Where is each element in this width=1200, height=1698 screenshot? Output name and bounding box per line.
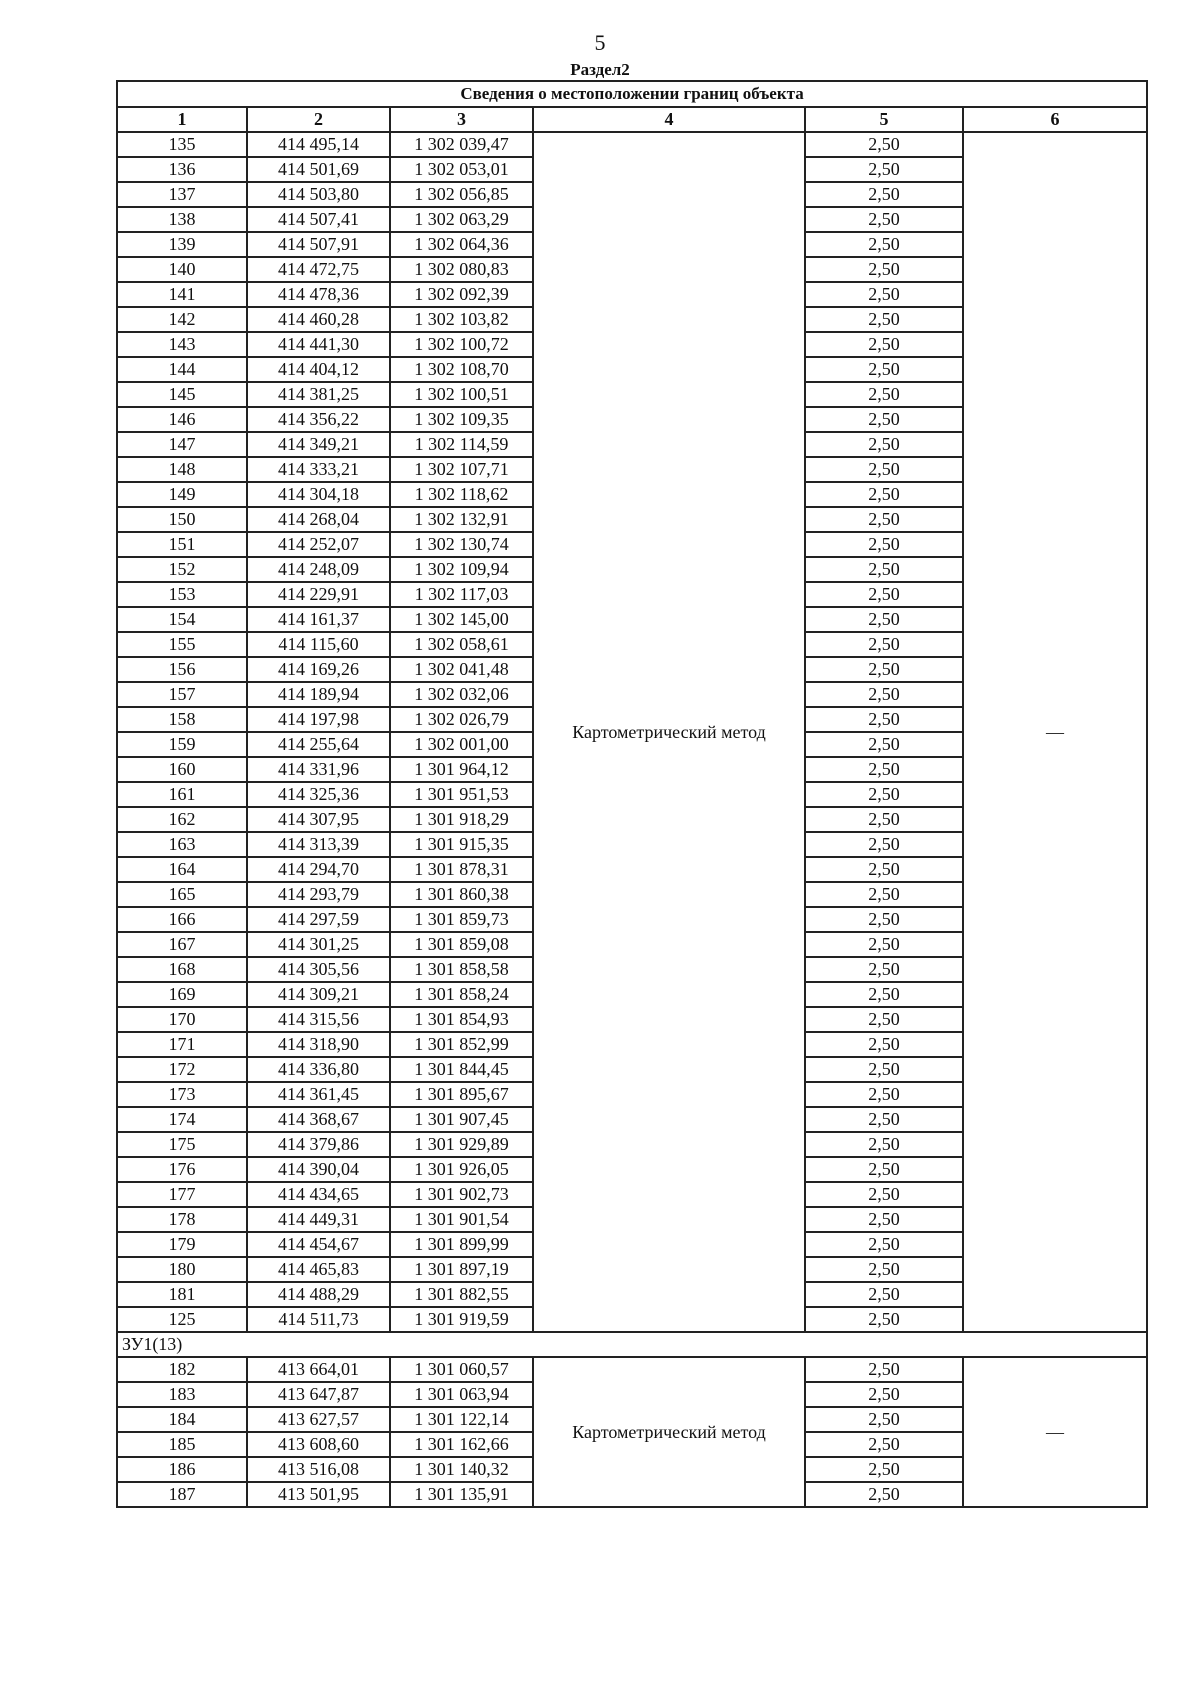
point-number: 163 xyxy=(117,832,247,857)
coordinate-y: 1 302 109,35 xyxy=(390,407,533,432)
point-number: 181 xyxy=(117,1282,247,1307)
point-number: 159 xyxy=(117,732,247,757)
point-number: 171 xyxy=(117,1032,247,1057)
coordinate-y: 1 302 114,59 xyxy=(390,432,533,457)
point-number: 169 xyxy=(117,982,247,1007)
coordinate-x: 414 465,83 xyxy=(247,1257,390,1282)
point-number: 140 xyxy=(117,257,247,282)
accuracy-value: 2,50 xyxy=(805,1107,963,1132)
point-number: 154 xyxy=(117,607,247,632)
coordinate-y: 1 302 032,06 xyxy=(390,682,533,707)
coordinate-y: 1 302 080,83 xyxy=(390,257,533,282)
accuracy-value: 2,50 xyxy=(805,457,963,482)
coordinate-x: 414 301,25 xyxy=(247,932,390,957)
point-number: 141 xyxy=(117,282,247,307)
accuracy-value: 2,50 xyxy=(805,1182,963,1207)
coordinate-x: 414 307,95 xyxy=(247,807,390,832)
accuracy-value: 2,50 xyxy=(805,1407,963,1432)
accuracy-value: 2,50 xyxy=(805,1282,963,1307)
accuracy-value: 2,50 xyxy=(805,282,963,307)
point-number: 157 xyxy=(117,682,247,707)
accuracy-value: 2,50 xyxy=(805,807,963,832)
table-caption: Сведения о местоположении границ объекта xyxy=(117,81,1147,107)
coordinate-x: 414 381,25 xyxy=(247,382,390,407)
coordinate-y: 1 301 135,91 xyxy=(390,1482,533,1507)
point-number: 185 xyxy=(117,1432,247,1457)
column6-cell: — xyxy=(963,1357,1147,1507)
accuracy-value: 2,50 xyxy=(805,1232,963,1257)
section-title: Раздел2 xyxy=(570,60,630,79)
accuracy-value: 2,50 xyxy=(805,1032,963,1057)
coordinate-y: 1 301 859,08 xyxy=(390,932,533,957)
coordinate-x: 414 115,60 xyxy=(247,632,390,657)
coordinate-y: 1 302 039,47 xyxy=(390,132,533,157)
accuracy-value: 2,50 xyxy=(805,1357,963,1382)
coordinate-y: 1 301 926,05 xyxy=(390,1157,533,1182)
coordinate-x: 414 511,73 xyxy=(247,1307,390,1332)
accuracy-value: 2,50 xyxy=(805,307,963,332)
point-number: 179 xyxy=(117,1232,247,1257)
point-number: 151 xyxy=(117,532,247,557)
accuracy-value: 2,50 xyxy=(805,132,963,157)
point-number: 187 xyxy=(117,1482,247,1507)
coordinate-x: 414 472,75 xyxy=(247,257,390,282)
point-number: 136 xyxy=(117,157,247,182)
point-number: 186 xyxy=(117,1457,247,1482)
coordinate-x: 414 333,21 xyxy=(247,457,390,482)
point-number: 142 xyxy=(117,307,247,332)
coordinate-x: 414 404,12 xyxy=(247,357,390,382)
coordinate-x: 414 336,80 xyxy=(247,1057,390,1082)
accuracy-value: 2,50 xyxy=(805,1057,963,1082)
column-header: 6 xyxy=(963,107,1147,132)
point-number: 125 xyxy=(117,1307,247,1332)
coordinate-y: 1 302 100,72 xyxy=(390,332,533,357)
accuracy-value: 2,50 xyxy=(805,582,963,607)
coordinate-x: 414 325,36 xyxy=(247,782,390,807)
coordinate-x: 414 297,59 xyxy=(247,907,390,932)
coordinate-y: 1 301 854,93 xyxy=(390,1007,533,1032)
point-number: 156 xyxy=(117,657,247,682)
coordinate-x: 414 507,91 xyxy=(247,232,390,257)
point-number: 135 xyxy=(117,132,247,157)
point-number: 161 xyxy=(117,782,247,807)
accuracy-value: 2,50 xyxy=(805,382,963,407)
coordinate-y: 1 302 145,00 xyxy=(390,607,533,632)
point-number: 144 xyxy=(117,357,247,382)
accuracy-value: 2,50 xyxy=(805,1082,963,1107)
point-number: 143 xyxy=(117,332,247,357)
coordinate-y: 1 301 919,59 xyxy=(390,1307,533,1332)
point-number: 158 xyxy=(117,707,247,732)
point-number: 152 xyxy=(117,557,247,582)
coordinate-y: 1 301 918,29 xyxy=(390,807,533,832)
coordinate-x: 414 488,29 xyxy=(247,1282,390,1307)
coordinate-y: 1 302 103,82 xyxy=(390,307,533,332)
point-number: 164 xyxy=(117,857,247,882)
accuracy-value: 2,50 xyxy=(805,1307,963,1332)
accuracy-value: 2,50 xyxy=(805,782,963,807)
point-number: 170 xyxy=(117,1007,247,1032)
accuracy-value: 2,50 xyxy=(805,1382,963,1407)
coordinate-x: 413 627,57 xyxy=(247,1407,390,1432)
coordinate-y: 1 301 882,55 xyxy=(390,1282,533,1307)
coordinate-x: 414 460,28 xyxy=(247,307,390,332)
coordinate-x: 414 441,30 xyxy=(247,332,390,357)
accuracy-value: 2,50 xyxy=(805,1157,963,1182)
accuracy-value: 2,50 xyxy=(805,757,963,782)
point-number: 153 xyxy=(117,582,247,607)
coordinate-x: 414 318,90 xyxy=(247,1032,390,1057)
point-number: 172 xyxy=(117,1057,247,1082)
coordinate-y: 1 301 897,19 xyxy=(390,1257,533,1282)
accuracy-value: 2,50 xyxy=(805,957,963,982)
coordinate-x: 413 608,60 xyxy=(247,1432,390,1457)
column6-cell: — xyxy=(963,132,1147,1332)
coordinate-x: 414 449,31 xyxy=(247,1207,390,1232)
coordinate-x: 414 294,70 xyxy=(247,857,390,882)
coordinate-x: 413 501,95 xyxy=(247,1482,390,1507)
coordinate-y: 1 302 118,62 xyxy=(390,482,533,507)
point-number: 147 xyxy=(117,432,247,457)
coordinate-y: 1 301 859,73 xyxy=(390,907,533,932)
coordinate-y: 1 301 929,89 xyxy=(390,1132,533,1157)
coordinate-x: 414 161,37 xyxy=(247,607,390,632)
point-number: 166 xyxy=(117,907,247,932)
coordinate-y: 1 302 132,91 xyxy=(390,507,533,532)
point-number: 160 xyxy=(117,757,247,782)
accuracy-value: 2,50 xyxy=(805,332,963,357)
point-number: 139 xyxy=(117,232,247,257)
accuracy-value: 2,50 xyxy=(805,407,963,432)
coordinate-y: 1 301 915,35 xyxy=(390,832,533,857)
accuracy-value: 2,50 xyxy=(805,1257,963,1282)
accuracy-value: 2,50 xyxy=(805,507,963,532)
point-number: 173 xyxy=(117,1082,247,1107)
accuracy-value: 2,50 xyxy=(805,1132,963,1157)
coordinate-y: 1 301 902,73 xyxy=(390,1182,533,1207)
coordinate-x: 414 293,79 xyxy=(247,882,390,907)
accuracy-value: 2,50 xyxy=(805,732,963,757)
accuracy-value: 2,50 xyxy=(805,682,963,707)
coordinate-y: 1 302 053,01 xyxy=(390,157,533,182)
accuracy-value: 2,50 xyxy=(805,182,963,207)
point-number: 146 xyxy=(117,407,247,432)
coordinate-x: 414 255,64 xyxy=(247,732,390,757)
coordinate-x: 414 454,67 xyxy=(247,1232,390,1257)
coordinate-y: 1 301 063,94 xyxy=(390,1382,533,1407)
coordinate-y: 1 301 858,24 xyxy=(390,982,533,1007)
accuracy-value: 2,50 xyxy=(805,157,963,182)
accuracy-value: 2,50 xyxy=(805,1482,963,1507)
accuracy-value: 2,50 xyxy=(805,207,963,232)
coordinate-y: 1 302 130,74 xyxy=(390,532,533,557)
accuracy-value: 2,50 xyxy=(805,357,963,382)
coordinate-x: 414 268,04 xyxy=(247,507,390,532)
coordinate-x: 414 304,18 xyxy=(247,482,390,507)
coordinate-y: 1 302 058,61 xyxy=(390,632,533,657)
coordinate-x: 414 197,98 xyxy=(247,707,390,732)
accuracy-value: 2,50 xyxy=(805,1207,963,1232)
coordinate-y: 1 301 852,99 xyxy=(390,1032,533,1057)
coordinate-x: 414 495,14 xyxy=(247,132,390,157)
point-number: 178 xyxy=(117,1207,247,1232)
coordinate-x: 413 647,87 xyxy=(247,1382,390,1407)
coordinate-y: 1 302 109,94 xyxy=(390,557,533,582)
coordinate-x: 414 361,45 xyxy=(247,1082,390,1107)
method-cell: Картометрический метод xyxy=(533,132,805,1332)
coordinate-y: 1 301 858,58 xyxy=(390,957,533,982)
coordinate-x: 414 309,21 xyxy=(247,982,390,1007)
coordinate-x: 414 434,65 xyxy=(247,1182,390,1207)
coordinate-x: 414 313,39 xyxy=(247,832,390,857)
coordinate-x: 414 252,07 xyxy=(247,532,390,557)
coordinate-y: 1 302 107,71 xyxy=(390,457,533,482)
accuracy-value: 2,50 xyxy=(805,557,963,582)
group-label: ЗУ1(13) xyxy=(117,1332,1147,1357)
column-header: 4 xyxy=(533,107,805,132)
point-number: 175 xyxy=(117,1132,247,1157)
point-number: 177 xyxy=(117,1182,247,1207)
coordinate-x: 413 516,08 xyxy=(247,1457,390,1482)
point-number: 138 xyxy=(117,207,247,232)
coordinate-y: 1 302 041,48 xyxy=(390,657,533,682)
coordinate-x: 414 169,26 xyxy=(247,657,390,682)
coordinate-x: 414 501,69 xyxy=(247,157,390,182)
table-row xyxy=(117,1357,1147,1382)
point-number: 148 xyxy=(117,457,247,482)
coordinate-y: 1 302 056,85 xyxy=(390,182,533,207)
coordinate-x: 414 503,80 xyxy=(247,182,390,207)
point-number: 168 xyxy=(117,957,247,982)
point-number: 150 xyxy=(117,507,247,532)
coordinate-y: 1 301 140,32 xyxy=(390,1457,533,1482)
point-number: 167 xyxy=(117,932,247,957)
coordinate-y: 1 302 026,79 xyxy=(390,707,533,732)
column-header: 1 xyxy=(117,107,247,132)
accuracy-value: 2,50 xyxy=(805,832,963,857)
coordinate-x: 414 507,41 xyxy=(247,207,390,232)
coordinate-x: 414 368,67 xyxy=(247,1107,390,1132)
coordinate-y: 1 301 899,99 xyxy=(390,1232,533,1257)
accuracy-value: 2,50 xyxy=(805,982,963,1007)
coordinate-x: 414 390,04 xyxy=(247,1157,390,1182)
accuracy-value: 2,50 xyxy=(805,1007,963,1032)
method-cell: Картометрический метод xyxy=(533,1357,805,1507)
coordinate-x: 414 315,56 xyxy=(247,1007,390,1032)
column-header: 5 xyxy=(805,107,963,132)
coordinate-y: 1 302 001,00 xyxy=(390,732,533,757)
point-number: 184 xyxy=(117,1407,247,1432)
coordinate-y: 1 301 860,38 xyxy=(390,882,533,907)
accuracy-value: 2,50 xyxy=(805,257,963,282)
accuracy-value: 2,50 xyxy=(805,532,963,557)
table-row xyxy=(117,132,1147,157)
coordinate-y: 1 302 117,03 xyxy=(390,582,533,607)
column-header: 3 xyxy=(390,107,533,132)
coordinate-y: 1 301 907,45 xyxy=(390,1107,533,1132)
accuracy-value: 2,50 xyxy=(805,432,963,457)
accuracy-value: 2,50 xyxy=(805,932,963,957)
coordinate-y: 1 301 878,31 xyxy=(390,857,533,882)
accuracy-value: 2,50 xyxy=(805,607,963,632)
coordinate-x: 414 331,96 xyxy=(247,757,390,782)
accuracy-value: 2,50 xyxy=(805,707,963,732)
coordinate-y: 1 302 108,70 xyxy=(390,357,533,382)
point-number: 174 xyxy=(117,1107,247,1132)
coordinate-x: 414 248,09 xyxy=(247,557,390,582)
accuracy-value: 2,50 xyxy=(805,857,963,882)
point-number: 162 xyxy=(117,807,247,832)
coordinate-x: 414 305,56 xyxy=(247,957,390,982)
coordinate-x: 414 349,21 xyxy=(247,432,390,457)
point-number: 145 xyxy=(117,382,247,407)
point-number: 183 xyxy=(117,1382,247,1407)
coordinate-y: 1 301 060,57 xyxy=(390,1357,533,1382)
coordinate-y: 1 302 100,51 xyxy=(390,382,533,407)
coordinate-y: 1 301 964,12 xyxy=(390,757,533,782)
point-number: 176 xyxy=(117,1157,247,1182)
coordinate-y: 1 302 092,39 xyxy=(390,282,533,307)
coordinate-y: 1 301 895,67 xyxy=(390,1082,533,1107)
accuracy-value: 2,50 xyxy=(805,882,963,907)
coordinate-x: 414 189,94 xyxy=(247,682,390,707)
accuracy-value: 2,50 xyxy=(805,907,963,932)
coordinate-y: 1 302 064,36 xyxy=(390,232,533,257)
coordinate-y: 1 301 122,14 xyxy=(390,1407,533,1432)
coordinate-x: 414 356,22 xyxy=(247,407,390,432)
coordinate-y: 1 301 951,53 xyxy=(390,782,533,807)
coordinate-x: 413 664,01 xyxy=(247,1357,390,1382)
point-number: 137 xyxy=(117,182,247,207)
coordinate-y: 1 301 162,66 xyxy=(390,1432,533,1457)
point-number: 180 xyxy=(117,1257,247,1282)
coordinate-x: 414 229,91 xyxy=(247,582,390,607)
point-number: 155 xyxy=(117,632,247,657)
point-number: 149 xyxy=(117,482,247,507)
coordinate-y: 1 301 844,45 xyxy=(390,1057,533,1082)
group-label-row xyxy=(117,1332,1147,1357)
coordinate-x: 414 379,86 xyxy=(247,1132,390,1157)
coordinate-y: 1 301 901,54 xyxy=(390,1207,533,1232)
boundary-table xyxy=(116,80,1148,1508)
accuracy-value: 2,50 xyxy=(805,232,963,257)
column-header: 2 xyxy=(247,107,390,132)
point-number: 165 xyxy=(117,882,247,907)
accuracy-value: 2,50 xyxy=(805,1457,963,1482)
accuracy-value: 2,50 xyxy=(805,1432,963,1457)
point-number: 182 xyxy=(117,1357,247,1382)
coordinate-y: 1 302 063,29 xyxy=(390,207,533,232)
accuracy-value: 2,50 xyxy=(805,632,963,657)
accuracy-value: 2,50 xyxy=(805,657,963,682)
page-number: 5 xyxy=(594,30,606,55)
coordinate-x: 414 478,36 xyxy=(247,282,390,307)
header-row xyxy=(117,107,1147,132)
accuracy-value: 2,50 xyxy=(805,482,963,507)
